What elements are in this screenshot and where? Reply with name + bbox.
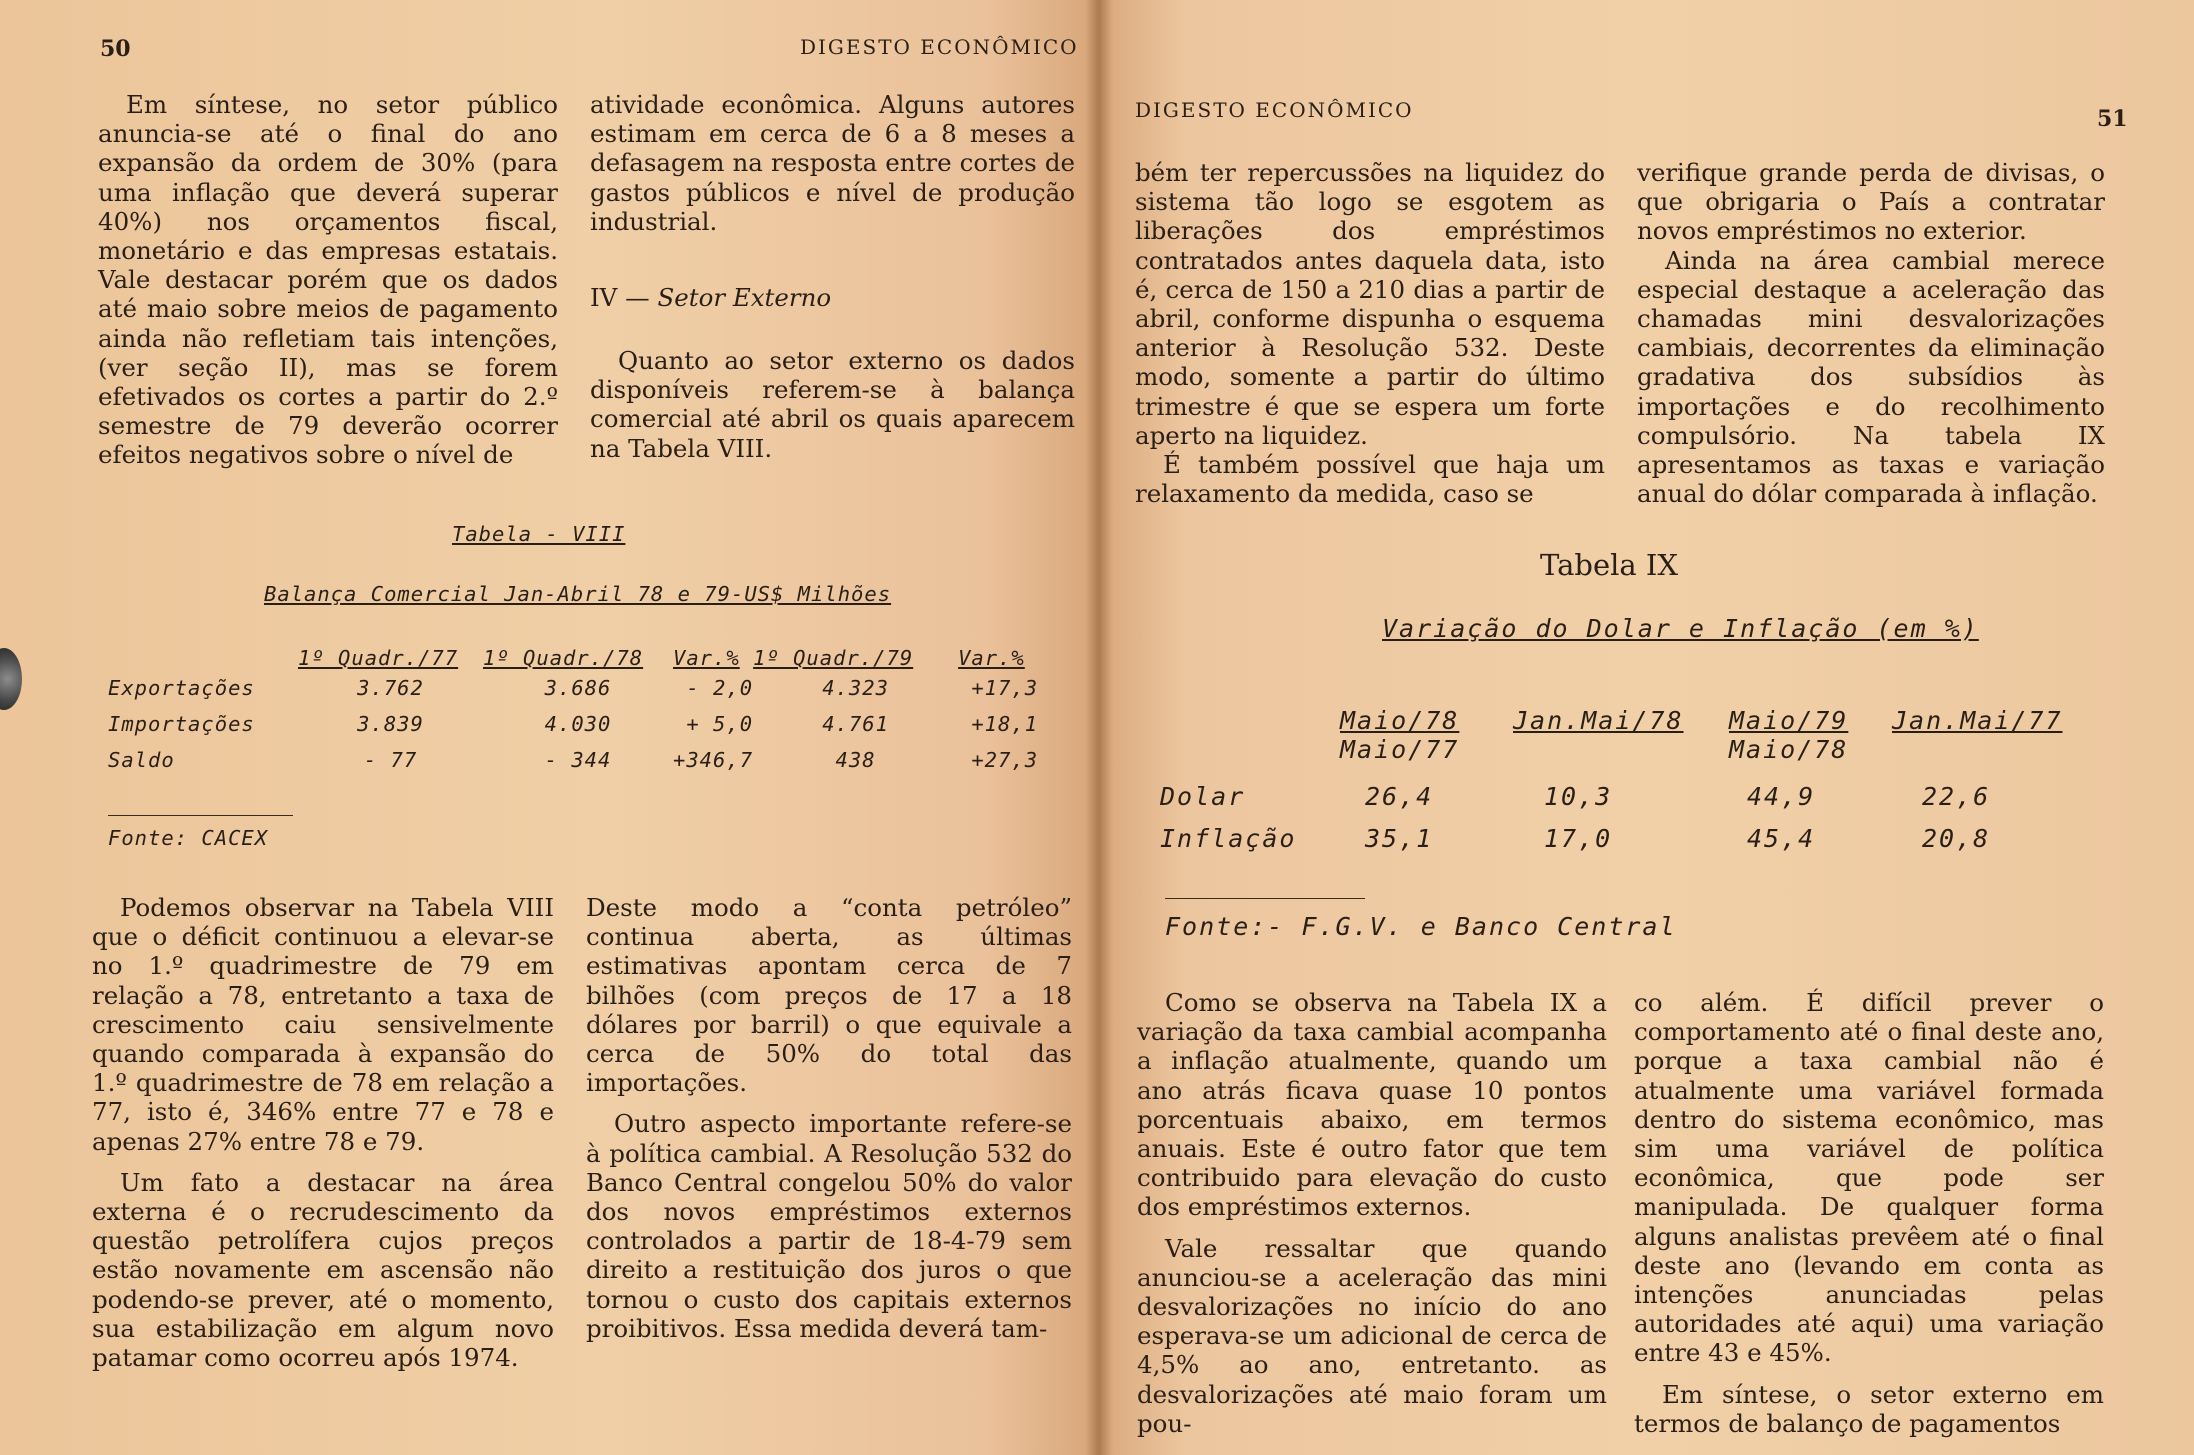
table-cell: 438 bbox=[835, 748, 876, 772]
table-cell: 3.762 bbox=[357, 676, 424, 700]
table-row bbox=[108, 670, 1038, 706]
table9-header bbox=[1729, 706, 1869, 764]
paragraph: co além. É difícil prever o comportamento até o final deste ano, porque a taxa cambial não é atualmente uma variável formada dentro do sistema econômico, mas sim uma variável de política econômica, que pode ser manipulada. De qualquer forma alguns analistas prevêem até o final deste ano (levando em conta as intenções anunciadas pelas autoridades até aqui) uma variação entre 43 e 45%. bbox=[1634, 988, 2104, 1368]
header-top: Maio/78 bbox=[1340, 706, 1460, 735]
paragraph: bém ter repercussões na liquidez do sistema tão logo se esgotem as liberações dos empréstimos contratados antes daquela data, isto é, cerca de 150 a 210 dias a partir de abril, conforme dispunha o esquema anterior à Resolução 532. Deste modo, somente a partir do último trimestre é que se espera um forte aperto na liquidez. bbox=[1135, 158, 1605, 450]
paragraph: Vale ressaltar que quando anunciou-se a aceleração das mini desvalorizações no início do ano esperava-se um adicional de cerca de 4,5% ao ano, entretanto. as desvalorizações até maio foram um pou- bbox=[1137, 1233, 1607, 1438]
table-cell: 22,6 bbox=[1922, 782, 1991, 811]
table-cell: +346,7 bbox=[673, 748, 754, 772]
table-cell: 45,4 bbox=[1747, 824, 1816, 853]
table8-subtitle: Balança Comercial Jan-Abril 78 e 79-US$ Milhões bbox=[264, 582, 892, 606]
header-bottom: Maio/77 bbox=[1340, 735, 1460, 764]
section-heading bbox=[590, 283, 831, 312]
row-label: Exportações bbox=[108, 676, 255, 700]
table9-header: Jan.Mai/77 bbox=[1892, 706, 2063, 735]
right-col1-bottom bbox=[1137, 988, 1607, 1438]
paragraph: verifique grande perda de divisas, o que obrigaria o País a contratar novos empréstimos no exterior. bbox=[1637, 158, 2105, 246]
table8-header: Var.% bbox=[673, 646, 740, 670]
paragraph: É também possível que haja um relaxamento da medida, caso se bbox=[1135, 450, 1605, 509]
row-label: Dolar bbox=[1160, 782, 1246, 811]
right-col1-top bbox=[1135, 158, 1605, 508]
table8-header: Var.% bbox=[958, 646, 1025, 670]
table8 bbox=[108, 646, 1038, 778]
right-col2-bottom bbox=[1634, 988, 2104, 1438]
paragraph: Outro aspecto importante refere-se à política cambial. A Resolução 532 do Banco Central congelou 50% do valor dos novos empréstimos externos controlados a partir de 18-4-79 sem direito a restituição dos juros o que tornou o custo dos capitais externos proibitivos. Essa medida deverá tam- bbox=[586, 1109, 1072, 1343]
paragraph: Em síntese, no setor público anuncia-se até o final do ano expansão da ordem de 30% (para uma inflação que deverá superar 40%) nos orçamentos fiscal, monetário e das empresas estatais. Vale destacar porém que os dados até maio sobre meios de pagamento ainda não refletiam tais intenções, (ver seção II), mas se forem efetivados os cortes a partir do 2.º semestre de 79 deverão ocorrer efeitos negativos sobre o nível de bbox=[98, 90, 558, 470]
table-cell: 17,0 bbox=[1544, 824, 1613, 853]
right-page bbox=[1097, 0, 2194, 1455]
table-cell: 35,1 bbox=[1365, 824, 1434, 853]
paragraph: atividade econômica. Alguns autores estimam em cerca de 6 a 8 meses a defasagem na resposta entre cortes de gastos públicos e nível de produção industrial. bbox=[590, 90, 1075, 236]
table-cell: - 77 bbox=[363, 748, 418, 772]
table9-source: Fonte:- F.G.V. e Banco Central bbox=[1165, 912, 1677, 941]
table8-source: Fonte: CACEX bbox=[108, 826, 269, 850]
row-label: Saldo bbox=[108, 748, 175, 772]
table-cell: - 344 bbox=[544, 748, 612, 772]
binder-hole-icon bbox=[0, 648, 22, 710]
table-cell: 44,9 bbox=[1747, 782, 1816, 811]
left-col1-bottom bbox=[92, 893, 554, 1372]
right-col2-top bbox=[1637, 158, 2105, 508]
row-label: Importações bbox=[108, 712, 255, 736]
source-divider bbox=[108, 815, 293, 816]
paragraph: Podemos observar na Tabela VIII que o déficit continuou a elevar-se no 1.º quadrimestre de 79 em relação a 78, entretanto a taxa de crescimento caiu sensivelmente quando comparada à expansão do 1.º quadrimestre de 78 em relação a 77, isto é, 346% entre 77 e 78 e apenas 27% entre 78 e 79. bbox=[92, 893, 554, 1156]
running-head: DIGESTO ECONÔMICO bbox=[1135, 98, 1414, 122]
left-col2-bottom bbox=[586, 893, 1072, 1343]
table-cell: 3.686 bbox=[544, 676, 612, 700]
left-col2-intro bbox=[590, 346, 1075, 463]
table-cell: +18,1 bbox=[971, 712, 1039, 736]
table8-title: Tabela - VIII bbox=[452, 522, 626, 546]
table8-header: 1º Quadr./77 bbox=[298, 646, 459, 670]
table-cell: +27,3 bbox=[971, 748, 1039, 772]
table-cell: 4.761 bbox=[822, 712, 889, 736]
table-cell: 3.839 bbox=[357, 712, 424, 736]
table8-header: 1º Quadr./79 bbox=[753, 646, 914, 670]
table-cell: 26,4 bbox=[1365, 782, 1434, 811]
table9-title: Tabela IX bbox=[1540, 548, 1678, 582]
table-cell: 10,3 bbox=[1544, 782, 1613, 811]
header-top: Maio/79 bbox=[1729, 706, 1849, 735]
table-cell: 4.030 bbox=[544, 712, 612, 736]
page-number: 51 bbox=[2097, 106, 2128, 132]
paragraph: Em síntese, o setor externo em termos de balanço de pagamentos bbox=[1634, 1379, 2104, 1438]
table8-header: 1º Quadr./78 bbox=[483, 646, 644, 670]
table-cell: + 5,0 bbox=[686, 712, 754, 736]
left-col2-top bbox=[590, 90, 1075, 236]
section-title: Setor Externo bbox=[657, 283, 832, 312]
table-row bbox=[108, 706, 1038, 742]
page-number: 50 bbox=[100, 36, 131, 62]
book-gutter bbox=[1085, 0, 1113, 1455]
paragraph: Um fato a destacar na área externa é o recrudescimento da questão petrolífera cujos preços estão novamente em ascensão não podendo-se prever, até o momento, sua estabilização em algum novo patamar como ocorreu após 1974. bbox=[92, 1167, 554, 1373]
left-col1-top bbox=[98, 90, 558, 470]
table8-header-row bbox=[108, 646, 1038, 670]
paragraph: Ainda na área cambial merece especial destaque a aceleração das chamadas mini desvalorizações cambiais, decorrentes da eliminação gradativa dos subsídios às importações e do recolhimento compulsório. Na tabela IX apresentamos as taxas e variação anual do dólar comparada à inflação. bbox=[1637, 245, 2105, 509]
paragraph: Deste modo a “conta petróleo” continua aberta, as últimas estimativas apontam cerca de 7 bilhões (com preços de 17 a 18 dólares por barril) o que equivale a cerca de 50% do total das importações. bbox=[586, 893, 1072, 1098]
row-label: Inflação bbox=[1160, 824, 1297, 853]
source-divider bbox=[1165, 898, 1365, 899]
table-row bbox=[108, 742, 1038, 778]
table9-subtitle: Variação do Dolar e Inflação (em %) bbox=[1382, 614, 1979, 643]
running-head: DIGESTO ECONÔMICO bbox=[800, 35, 1079, 59]
paragraph: Quanto ao setor externo os dados disponíveis referem-se à balança comercial até abril os quais aparecem na Tabela VIII. bbox=[590, 346, 1075, 463]
table-cell: 20,8 bbox=[1922, 824, 1991, 853]
header-bottom: Maio/78 bbox=[1729, 735, 1849, 764]
table-cell: +17,3 bbox=[971, 676, 1039, 700]
table9-header: Jan.Mai/78 bbox=[1513, 706, 1684, 735]
section-number: IV — bbox=[590, 283, 650, 312]
table-cell: - 2,0 bbox=[686, 676, 754, 700]
paragraph: Como se observa na Tabela IX a variação da taxa cambial acompanha a inflação atualmente, quando um ano atrás ficava quase 10 pontos porcentuais abaixo, em termos anuais. Este é outro fator que tem contribuido para elevação do custo dos empréstimos externos. bbox=[1137, 988, 1607, 1222]
table9-header bbox=[1340, 706, 1480, 764]
table-cell: 4.323 bbox=[822, 676, 889, 700]
